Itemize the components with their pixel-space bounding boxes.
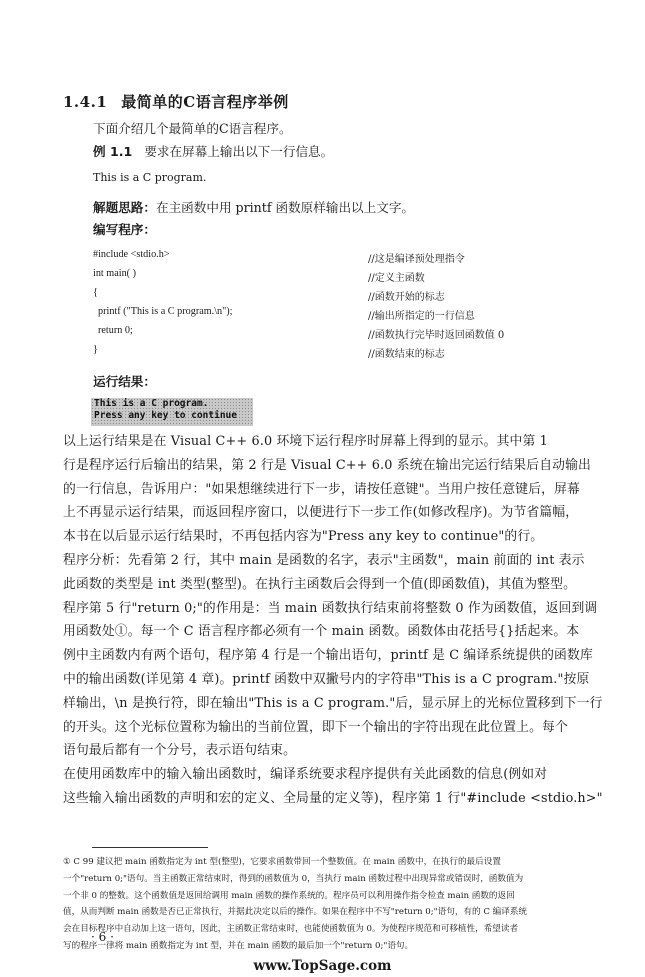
run-result-label: 运行结果： [93,374,156,389]
section-title: 最简单的C语言程序举例 [121,93,289,111]
footnote-line: ① C 99 建议把 main 函数指定为 int 型(整型)，它要求函数带回一个整数值。在 main 函数中，在执行的最后设置 [63,857,501,867]
body-line: 在使用函数库中的输入输出函数时，编译系统要求程序提供有关此函数的信息(例如对 [63,767,548,783]
console-output-image [91,398,253,426]
footnote-line: 一个"return 0;"语句。当主函数正常结束时，得到的函数值为 0，当执行 main 函数过程中出现异常或错误时，函数值为 [63,873,524,884]
section-heading [63,91,289,112]
code-comment: //函数执行完毕时返回函数值 0 [368,330,505,341]
page-number: · 6 · [91,930,114,944]
code-line: { [93,287,98,298]
example-label: 例 1.1 [93,144,133,159]
section-number: 1.4.1 [63,93,108,111]
body-line: 这些输入输出函数的声明和宏的定义、全局量的定义等)，程序第 1 行"#include <stdio.h>" [63,790,603,806]
footnote-divider [92,847,208,848]
body-line: 用函数处①。每一个 C 语言程序都必须有一个 main 函数。函数体由花括号{}括起来。本 [63,624,580,640]
console-line: Press any key to continue [94,410,237,421]
body-line: 以上运行结果是在 Visual C++ 6.0 环境下运行程序时屏幕上得到的显示。其中第 1 [63,434,548,449]
body-paragraphs [63,430,615,811]
code-line: #include <stdio.h> [93,249,170,260]
footnote-line: 值，从而判断 main 函数是否已正常执行，并据此决定以后的操作。如果在程序中不写"return 0;"语句，有的 C 编译系统 [63,907,528,918]
idea-label: 解题思路： [93,200,156,215]
console-line: This is a C program. [94,398,209,409]
code-comment: //输出所指定的一行信息 [368,311,475,322]
example-line [93,140,333,163]
body-line: 程序分析：先看第 2 行，其中 main 是函数的名字，表示"主函数"，main 前面的 int 表示 [63,552,585,568]
body-line: 的一行信息，告诉用户："如果想继续进行下一步，请按任意键"。当用户按任意键后，屏幕 [63,481,580,497]
body-line: 的开头。这个光标位置称为输出的当前位置，即下一个输出的字符出现在此位置上。每个 [63,719,568,735]
code-comment: //定义主函数 [368,273,425,284]
body-line: 语句最后都有一个分号，表示语句结束。 [63,743,297,759]
body-line: 中的输出函数(详见第 4 章)。printf 函数中双撇号内的字符串"This is a C program."按原 [63,671,590,687]
body-line: 样输出，\n 是换行符，即在输出"This is a C program."后，显示屏上的光标位置移到下一行 [63,695,603,711]
body-line: 此函数的类型是 int 类型(整型)。在执行主函数后会得到一个值(即函数值)，其值为整型。 [63,576,577,592]
footnote [63,854,623,955]
footnote-line: 写的程序一律将 main 函数指定为 int 型，并在 main 函数的最后加一个"return 0;"语句。 [63,940,414,951]
output-sample: This is a C program. [93,171,207,184]
body-line: 行是程序运行后输出的结果，第 2 行是 Visual C++ 6.0 系统在输出完运行结果后自动输出 [63,457,591,473]
website-link[interactable]: www.TopSage.com [253,958,392,974]
code-line: int main( ) [93,268,137,279]
body-line: 本书在以后显示运行结果时，不再包括内容为"Press any key to continue"的行。 [63,529,544,545]
body-line: 例中主函数内有两个语句，程序第 4 行是一个输出语句，printf 是 C 编译系统提供的函数库 [63,648,593,664]
intro-text: 下面介绍几个最简单的C语言程序。 [93,121,292,136]
idea-text: 在主函数中用 printf 函数原样输出以上文字。 [155,200,415,215]
code-comment: //这是编译预处理指令 [368,254,465,265]
code-comment: //函数结束的标志 [368,349,445,360]
code-line: printf ("This is a C program.\n"); [98,306,233,317]
body-line: 上不再显示运行结果，而返回程序窗口，以便进行下一步工作(如修改程序)。为节省篇幅， [63,505,579,521]
example-text: 要求在屏幕上输出以下一行信息。 [144,144,334,159]
footnote-line: 一个非 0 的整数。这个函数值是返回给调用 main 函数的操作系统的。程序员可以利用操作指令检查 main 函数的返回 [63,890,515,901]
code-comment: //函数开始的标志 [368,292,445,303]
code-line: } [93,344,98,355]
code-line: return 0; [98,325,133,336]
idea-line [93,196,414,219]
body-line: 程序第 5 行"return 0;"的作用是：当 main 函数执行结束前将整数 0 作为函数值，返回到调 [63,600,598,616]
footnote-line: 会在目标程序中自动加上这一语句，因此，主函数正常结束时，也能使函数值为 0。为使程序规范和可移植性，希望读者 [63,924,519,935]
code-label: 编写程序： [93,222,156,237]
